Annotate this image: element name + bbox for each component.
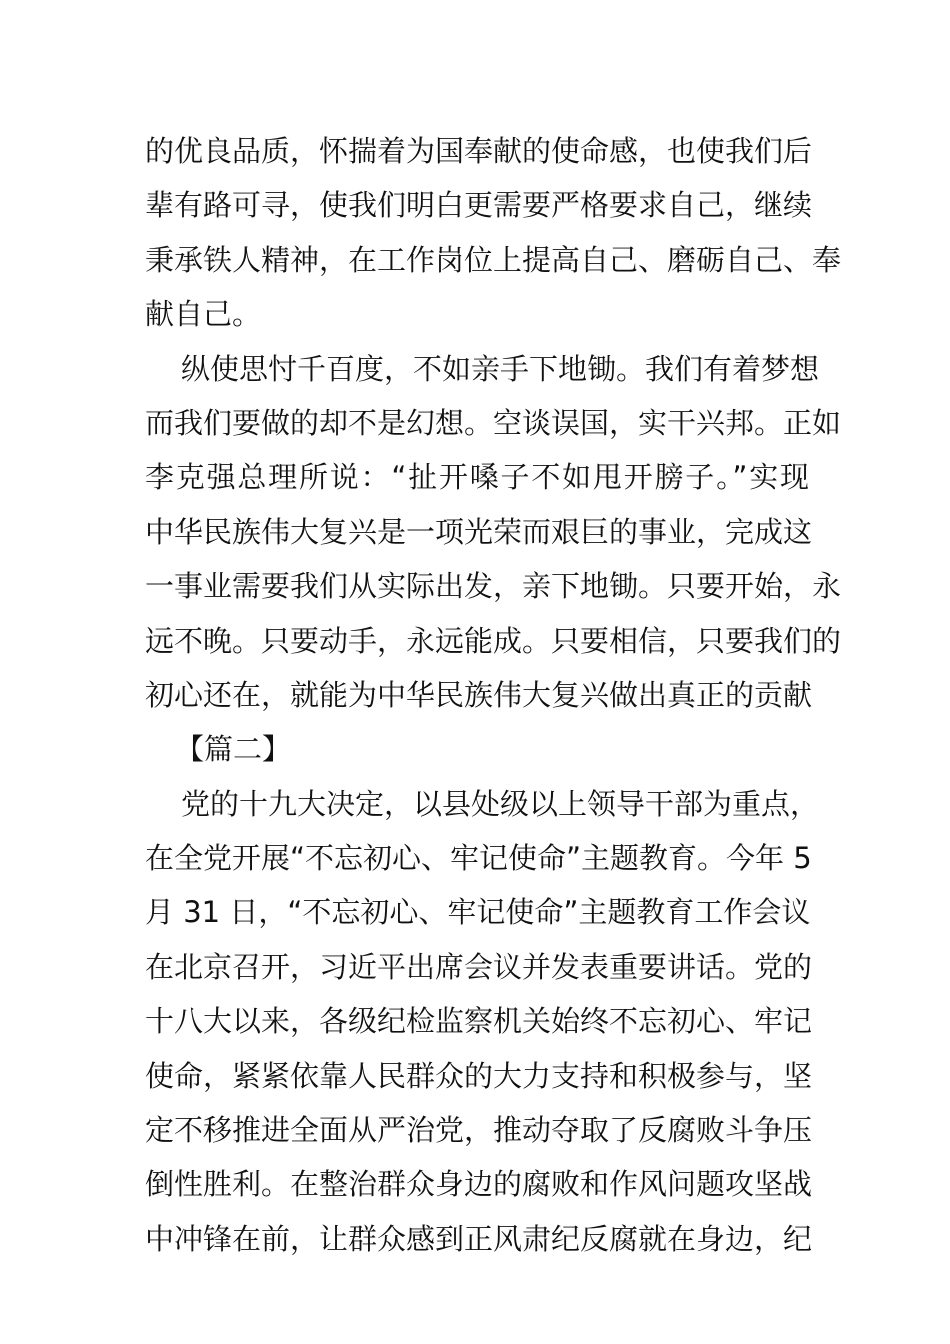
text-line: 的优良品质，怀揣着为国奉献的使命感，也使我们后	[145, 134, 813, 168]
text-line: 纵使思忖千百度，不如亲手下地锄。我们有着梦想	[181, 351, 820, 386]
text-line: 中冲锋在前，让群众感到正风肃纪反腐就在身边，纪	[145, 1221, 813, 1256]
text-line: 中华民族伟大复兴是一项光荣而艰巨的事业，完成这	[145, 514, 813, 549]
text-line: 月 31 日，“不忘初心、牢记使命”主题教育工作会议	[145, 895, 811, 930]
text-line: 党的十九大决定，以县处级以上领导干部为重点，	[181, 786, 820, 821]
text-line: 一事业需要我们从实际出发，亲下地锄。只要开始，永	[145, 569, 842, 604]
text-line: 而我们要做的却不是幻想。空谈误国，实干兴邦。正如	[145, 405, 842, 440]
text-line: 辈有路可寻，使我们明白更需要严格要求自己，继续	[145, 188, 813, 223]
text-line: 定不移推进全面从严治党，推动夺取了反腐败斗争压	[145, 1113, 813, 1148]
text-line: 十八大以来，各级纪检监察机关始终不忘初心、牢记	[145, 1004, 813, 1039]
text-line: 远不晚。只要动手，永远能成。只要相信，只要我们的	[145, 623, 842, 658]
text-line: 秉承铁人精神，在工作岗位上提高自己、磨砺自己、奉	[145, 242, 842, 277]
document-body	[145, 124, 842, 1266]
text-line: 在全党开展“不忘初心、牢记使命”主题教育。今年 5	[145, 841, 812, 876]
text-line: 献自己。	[145, 297, 262, 332]
text-line: 倒性胜利。在整治群众身边的腐败和作风问题攻坚战	[145, 1167, 813, 1202]
text-line: 在北京召开，习近平出席会议并发表重要讲话。党的	[145, 949, 813, 984]
text-line: 初心还在，就能为中华民族伟大复兴做出真正的贡献	[145, 677, 813, 712]
section-heading: 【篇二】	[175, 732, 292, 767]
text-line: 使命，紧紧依靠人民群众的大力支持和积极参与，坚	[145, 1058, 813, 1093]
text-line: 李克强总理所说：“扯开嗓子不如甩开膀子。”实现	[145, 460, 809, 495]
